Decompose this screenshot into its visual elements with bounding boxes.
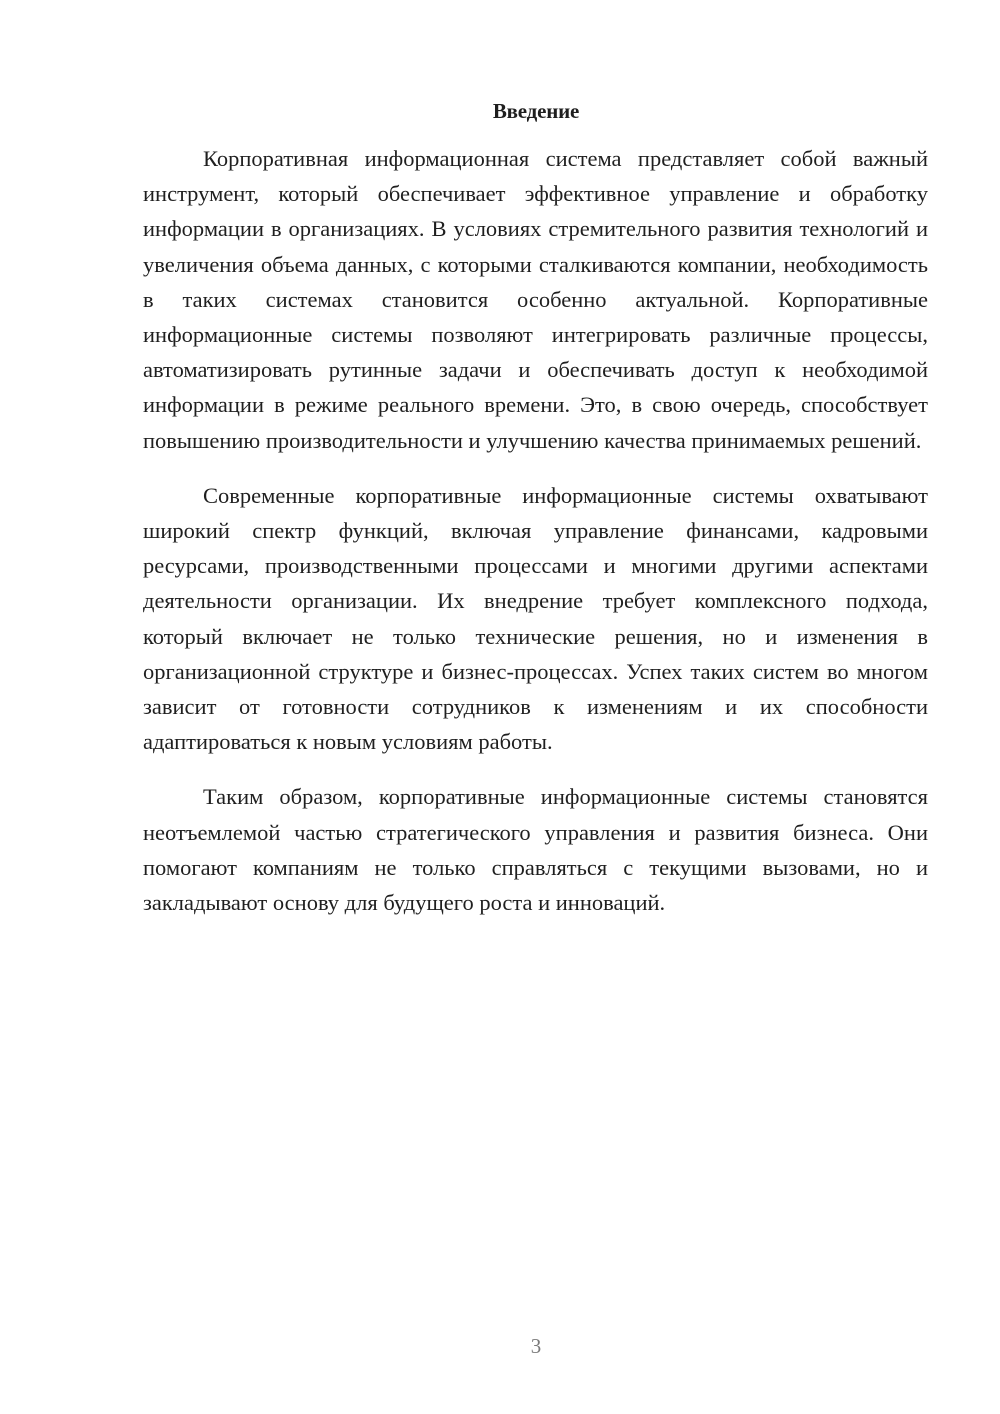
paragraph-3: Таким образом, корпоративные информационные системы становятся неотъемлемой частью стратегического управления и развития бизнеса. Они помогают компаниям не только справляться с текущими вызовами, но и закладывают основу для будущего роста и инноваций. [143, 784, 928, 916]
paragraph-1: Корпоративная информационная система представляет собой важный инструмент, который обеспечивает эффективное управление и обработку информации в организациях. В условиях стремительного развития технологий и увеличения объема данных, с которыми сталкиваются компании, необходимость в таких системах становится особенно актуальной. Корпоративные информационные системы позволяют интегрировать различные процессы, автоматизировать рутинные задачи и обеспечивать доступ к необходимой информации в режиме реального времени. Это, в свою очередь, способствует повышению производительности и улучшению качества принимаемых решений. [143, 146, 928, 453]
paragraph-2: Современные корпоративные информационные системы охватывают широкий спектр функций, включая управление финансами, кадровыми ресурсами, производственными процессами и многими другими аспектами деятельности организации. Их внедрение требует комплексного подхода, который включает не только технические решения, но и изменения в организационной структуре и бизнес-процессах. Успех таких систем во многом зависит от готовности сотрудников к изменениям и их способности адаптироваться к новым условиям работы. [143, 482, 928, 755]
body-text [143, 141, 928, 920]
section-heading: Введение [492, 99, 580, 123]
page-number: 3 [530, 1334, 542, 1358]
